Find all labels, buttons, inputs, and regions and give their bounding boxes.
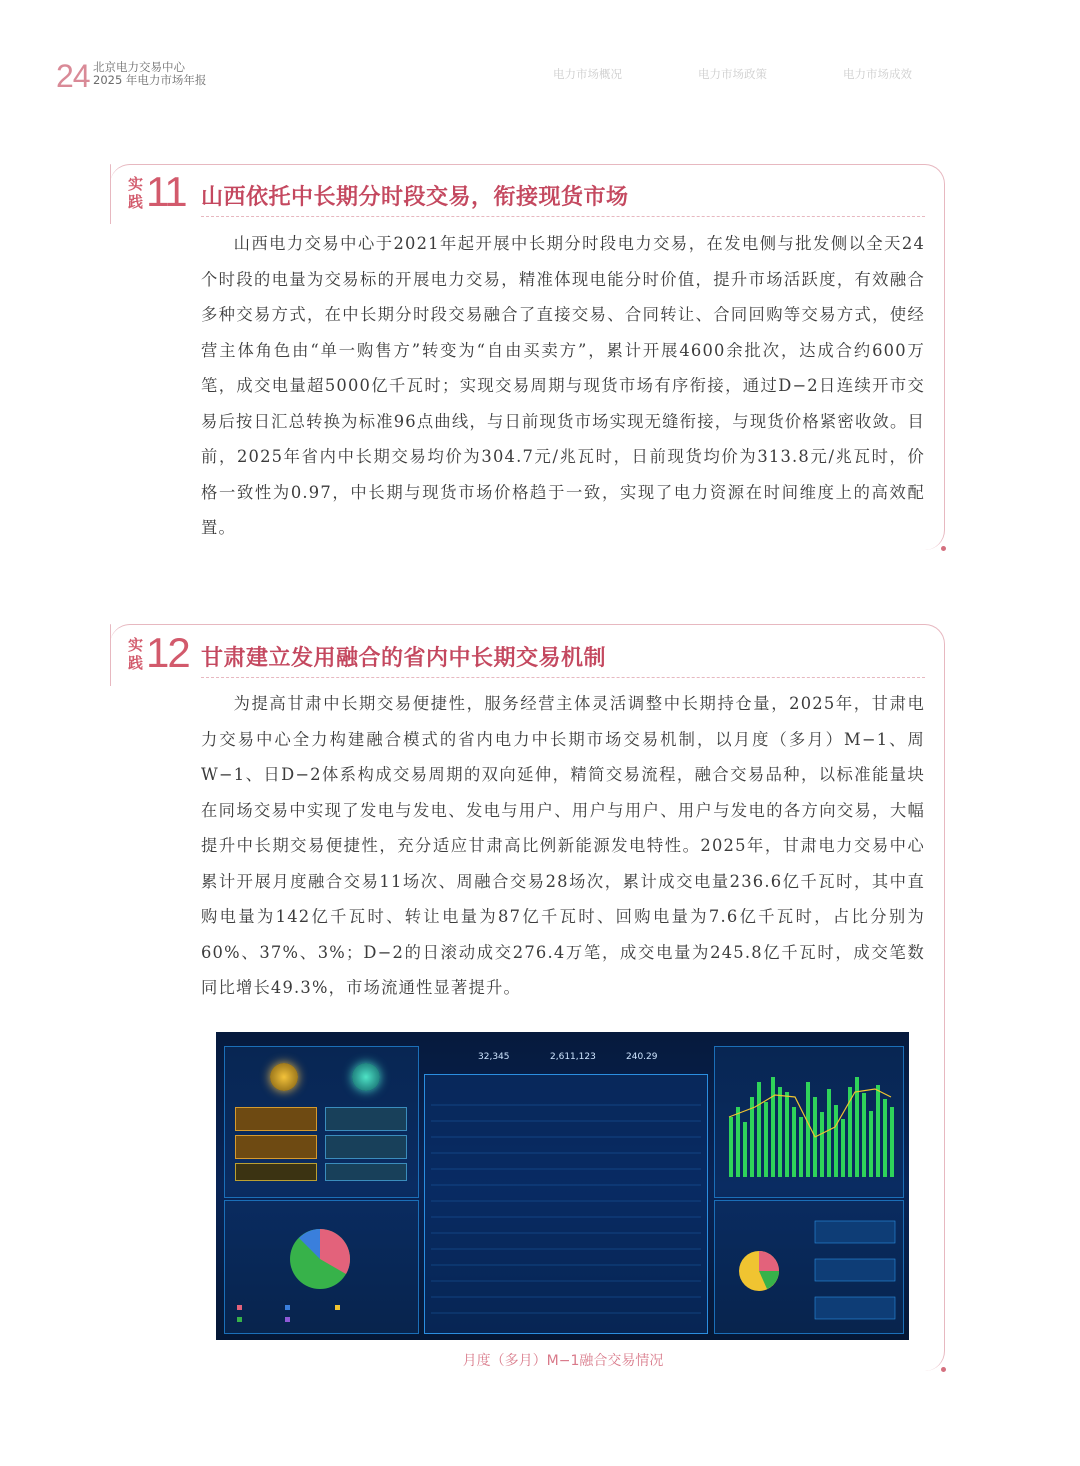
bar <box>869 1111 873 1177</box>
org-name <box>93 61 206 87</box>
bar <box>862 1093 866 1177</box>
bar <box>827 1089 831 1177</box>
org-line1: 北京电力交易中心 <box>93 60 185 74</box>
stat-card <box>815 1259 895 1281</box>
bar <box>778 1087 782 1177</box>
stat-block <box>235 1135 317 1159</box>
bar <box>883 1099 887 1177</box>
trading-overview-panel <box>224 1046 419 1198</box>
section-12-badge-bottom: 践 <box>128 654 144 672</box>
bar <box>764 1102 768 1177</box>
section-12-title: 甘肃建立发用融合的省内中长期交易机制 <box>201 646 607 671</box>
bar <box>841 1119 845 1177</box>
coin-icon <box>270 1063 298 1091</box>
user-icon <box>352 1063 380 1091</box>
legend-swatch <box>237 1317 242 1322</box>
nav-market-results[interactable]: 电力市场成效 <box>843 67 912 81</box>
data-table <box>425 1075 707 1333</box>
data-table-panel <box>424 1074 708 1334</box>
section-11-frame-left <box>110 164 111 224</box>
section-12-number: 12 <box>146 629 189 676</box>
legend-swatch <box>285 1305 290 1310</box>
bar <box>820 1112 824 1177</box>
figure-caption: 月度（多月）M−1融合交易情况 <box>462 1353 664 1369</box>
bar-chart <box>715 1047 903 1197</box>
right-bottom-panel <box>714 1200 904 1334</box>
legend-swatch <box>285 1317 290 1322</box>
stat-block <box>235 1107 317 1131</box>
pie-chart <box>225 1201 418 1333</box>
stat-value-3: 240.29 <box>626 1052 658 1062</box>
section-11-body: 山西电力交易中心于2021年起开展中长期分时段电力交易，在发电侧与批发侧以全天24个时段的电量为交易标的开展电力交易，精准体现电能分时价值，提升市场活跃度，有效融合多种交易方式，在中长期分时段交易融合了直接交易、合同转让、合同回购等交易方式，使经营主体角色由“单一购售方”转变为“自由买卖方”，累计开展4600余批次，达成合约600万笔，成交电量超5000亿千瓦时；实现交易周期与现货市场有序衔接，通过D−2日连续开市交易后按日汇总转换为标准96点曲线，与日前现货市场实现无缝衔接，与现货价格紧密收敛。目前，2025年省内中长期交易均价为304.7元/兆瓦时，日前现货均价为313.8元/兆瓦时，价格一致性为0.97，中长期与现货市场价格趋于一致，实现了电力资源在时间维度上的高效配置。 <box>201 234 925 537</box>
legend-swatch <box>335 1305 340 1310</box>
stat-block <box>235 1163 317 1181</box>
bar <box>876 1085 880 1177</box>
nav-market-policy[interactable]: 电力市场政策 <box>698 67 767 81</box>
legend-swatch <box>237 1305 242 1310</box>
section-11-title: 山西依托中长期分时段交易，衔接现货市场 <box>201 185 629 210</box>
bar-chart-panel <box>714 1046 904 1198</box>
page-number: 24 <box>56 58 90 94</box>
section-12-divider <box>201 677 925 678</box>
bar <box>736 1107 740 1177</box>
stat-block <box>325 1107 407 1131</box>
section-12-body: 为提高甘肃中长期交易便捷性，服务经营主体灵活调整中长期持仓量，2025年，甘肃电力交易中心全力构建融合模式的省内电力中长期市场交易机制，以月度（多月）M−1、周W−1、日D−2体系构成交易周期的双向延伸，精简交易流程，融合交易品种，以标准能量块在同场交易中实现了发电与发电、发电与用户、用户与用户、用户与发电的各方向交易，大幅提升中长期交易便捷性，充分适应甘肃高比例新能源发电特性。2025年，甘肃电力交易中心累计开展月度融合交易11场次、周融合交易28场次，累计成交电量236.6亿千瓦时，其中直购电量为142亿千瓦时、转让电量为87亿千瓦时、回购电量为7.6亿千瓦时，占比分别为60%、37%、3%；D−2的日滚动成交276.4万笔，成交电量为245.8亿千瓦时，成交笔数同比增长49.3%，市场流通性显著提升。 <box>201 694 925 997</box>
section-12-frame-left <box>110 624 111 686</box>
bar <box>799 1117 803 1177</box>
bar <box>757 1082 761 1177</box>
bar <box>729 1117 733 1177</box>
pie-panel <box>224 1200 419 1334</box>
section-12-badge-top: 实 <box>128 636 144 654</box>
stat-value-1: 32,345 <box>478 1052 510 1062</box>
nav-market-overview[interactable]: 电力市场概况 <box>553 67 622 81</box>
dashboard-figure <box>216 1032 909 1340</box>
small-pie-chart <box>715 1201 903 1333</box>
stat-card <box>815 1221 895 1243</box>
stat-value-2: 2,611,123 <box>550 1052 596 1062</box>
bar <box>834 1105 838 1177</box>
stat-card <box>815 1297 895 1319</box>
section-11-badge-top: 实 <box>128 175 144 193</box>
stat-block <box>325 1163 407 1181</box>
org-line2: 2025 年电力市场年报 <box>93 73 207 87</box>
bar <box>771 1077 775 1177</box>
bar <box>890 1107 894 1177</box>
bar <box>743 1122 747 1177</box>
bar <box>785 1092 789 1177</box>
section-11-number: 11 <box>146 168 186 215</box>
section-11-divider <box>201 216 925 217</box>
section-11-badge-bottom: 践 <box>128 193 144 211</box>
bar <box>792 1107 796 1177</box>
section-11-frame-end <box>941 546 946 551</box>
bar <box>806 1082 810 1177</box>
small-pie-slice-red <box>759 1251 779 1271</box>
stat-block <box>325 1135 407 1159</box>
